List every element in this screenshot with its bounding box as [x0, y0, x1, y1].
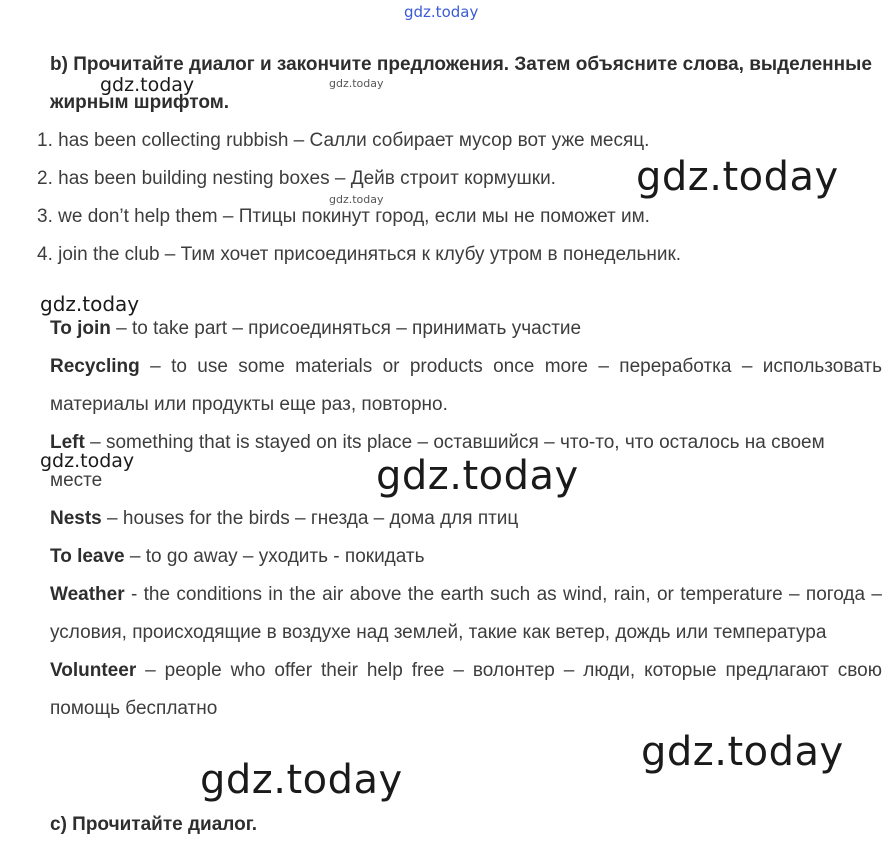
vocab-term: Volunteer — [50, 660, 137, 681]
vocab-term: Left — [50, 432, 85, 453]
vocab-entry-recycling — [50, 348, 882, 424]
watermark-large-2: gdz.today — [376, 453, 579, 499]
watermark-large-1: gdz.today — [636, 154, 839, 200]
vocab-definition: – to use some materials or products once more – переработка – использовать материалы или продукты еще раз, повторно. — [50, 356, 882, 415]
section-b-heading: b) Прочитайте диалог и закончите предложения. Затем объясните слова, выделенные жирным шрифтом. — [50, 54, 872, 113]
watermark-top: gdz.today — [404, 3, 479, 21]
vocab-definition: – houses for the birds – гнезда – дома для птиц — [101, 508, 519, 529]
vocab-definition: – something that is stayed on its place – оставшийся – что-то, что осталось на своем месте — [50, 432, 825, 491]
watermark-small-2: gdz.today — [40, 292, 140, 316]
vocab-entry-to-join — [50, 310, 882, 348]
vocab-definition: - the conditions in the air above the earth such as wind, rain, or temperature – погода – условия, происходящие в воздухе над землей, такие как ветер, дождь или температура — [50, 584, 882, 643]
watermark-tiny-1: gdz.today — [329, 77, 384, 90]
watermark-large-4: gdz.today — [200, 757, 403, 803]
vocab-term: To leave — [50, 546, 125, 567]
vocab-definition: – to take part – присоединяться – принимать участие — [110, 318, 582, 339]
vocab-term: Recycling — [50, 356, 140, 377]
answer-item-4: 4. join the club – Тим хочет присоединяться к клубу утром в понедельник. — [37, 244, 682, 265]
watermark-small-3: gdz.today — [40, 450, 135, 472]
vocab-term: Nests — [50, 508, 102, 529]
vocab-term: Weather — [50, 584, 125, 605]
vocab-entry-weather — [50, 576, 882, 652]
section-c-heading: c) Прочитайте диалог. — [50, 814, 258, 835]
vocab-entry-nests — [50, 500, 882, 538]
vocab-entry-volunteer — [50, 652, 882, 728]
answer-item-3: 3. we don’t help them – Птицы покинут город, если мы не поможет им. — [37, 206, 650, 227]
watermark-large-3: gdz.today — [641, 729, 844, 775]
vocab-entry-to-leave — [50, 538, 882, 576]
vocab-definition: – people who offer their help free – волонтер – люди, которые предлагают свою помощь бесплатно — [50, 660, 882, 719]
answer-item-2: 2. has been building nesting boxes – Дейв строит кормушки. — [37, 168, 556, 189]
watermark-tiny-2: gdz.today — [329, 193, 384, 206]
vocab-definition: – to go away – уходить - покидать — [124, 546, 425, 567]
vocabulary-list — [50, 310, 882, 728]
watermark-small-1: gdz.today — [100, 74, 195, 96]
vocab-term: To join — [50, 318, 111, 339]
answer-item-1: 1. has been collecting rubbish – Салли собирает мусор вот уже месяц. — [37, 130, 650, 151]
